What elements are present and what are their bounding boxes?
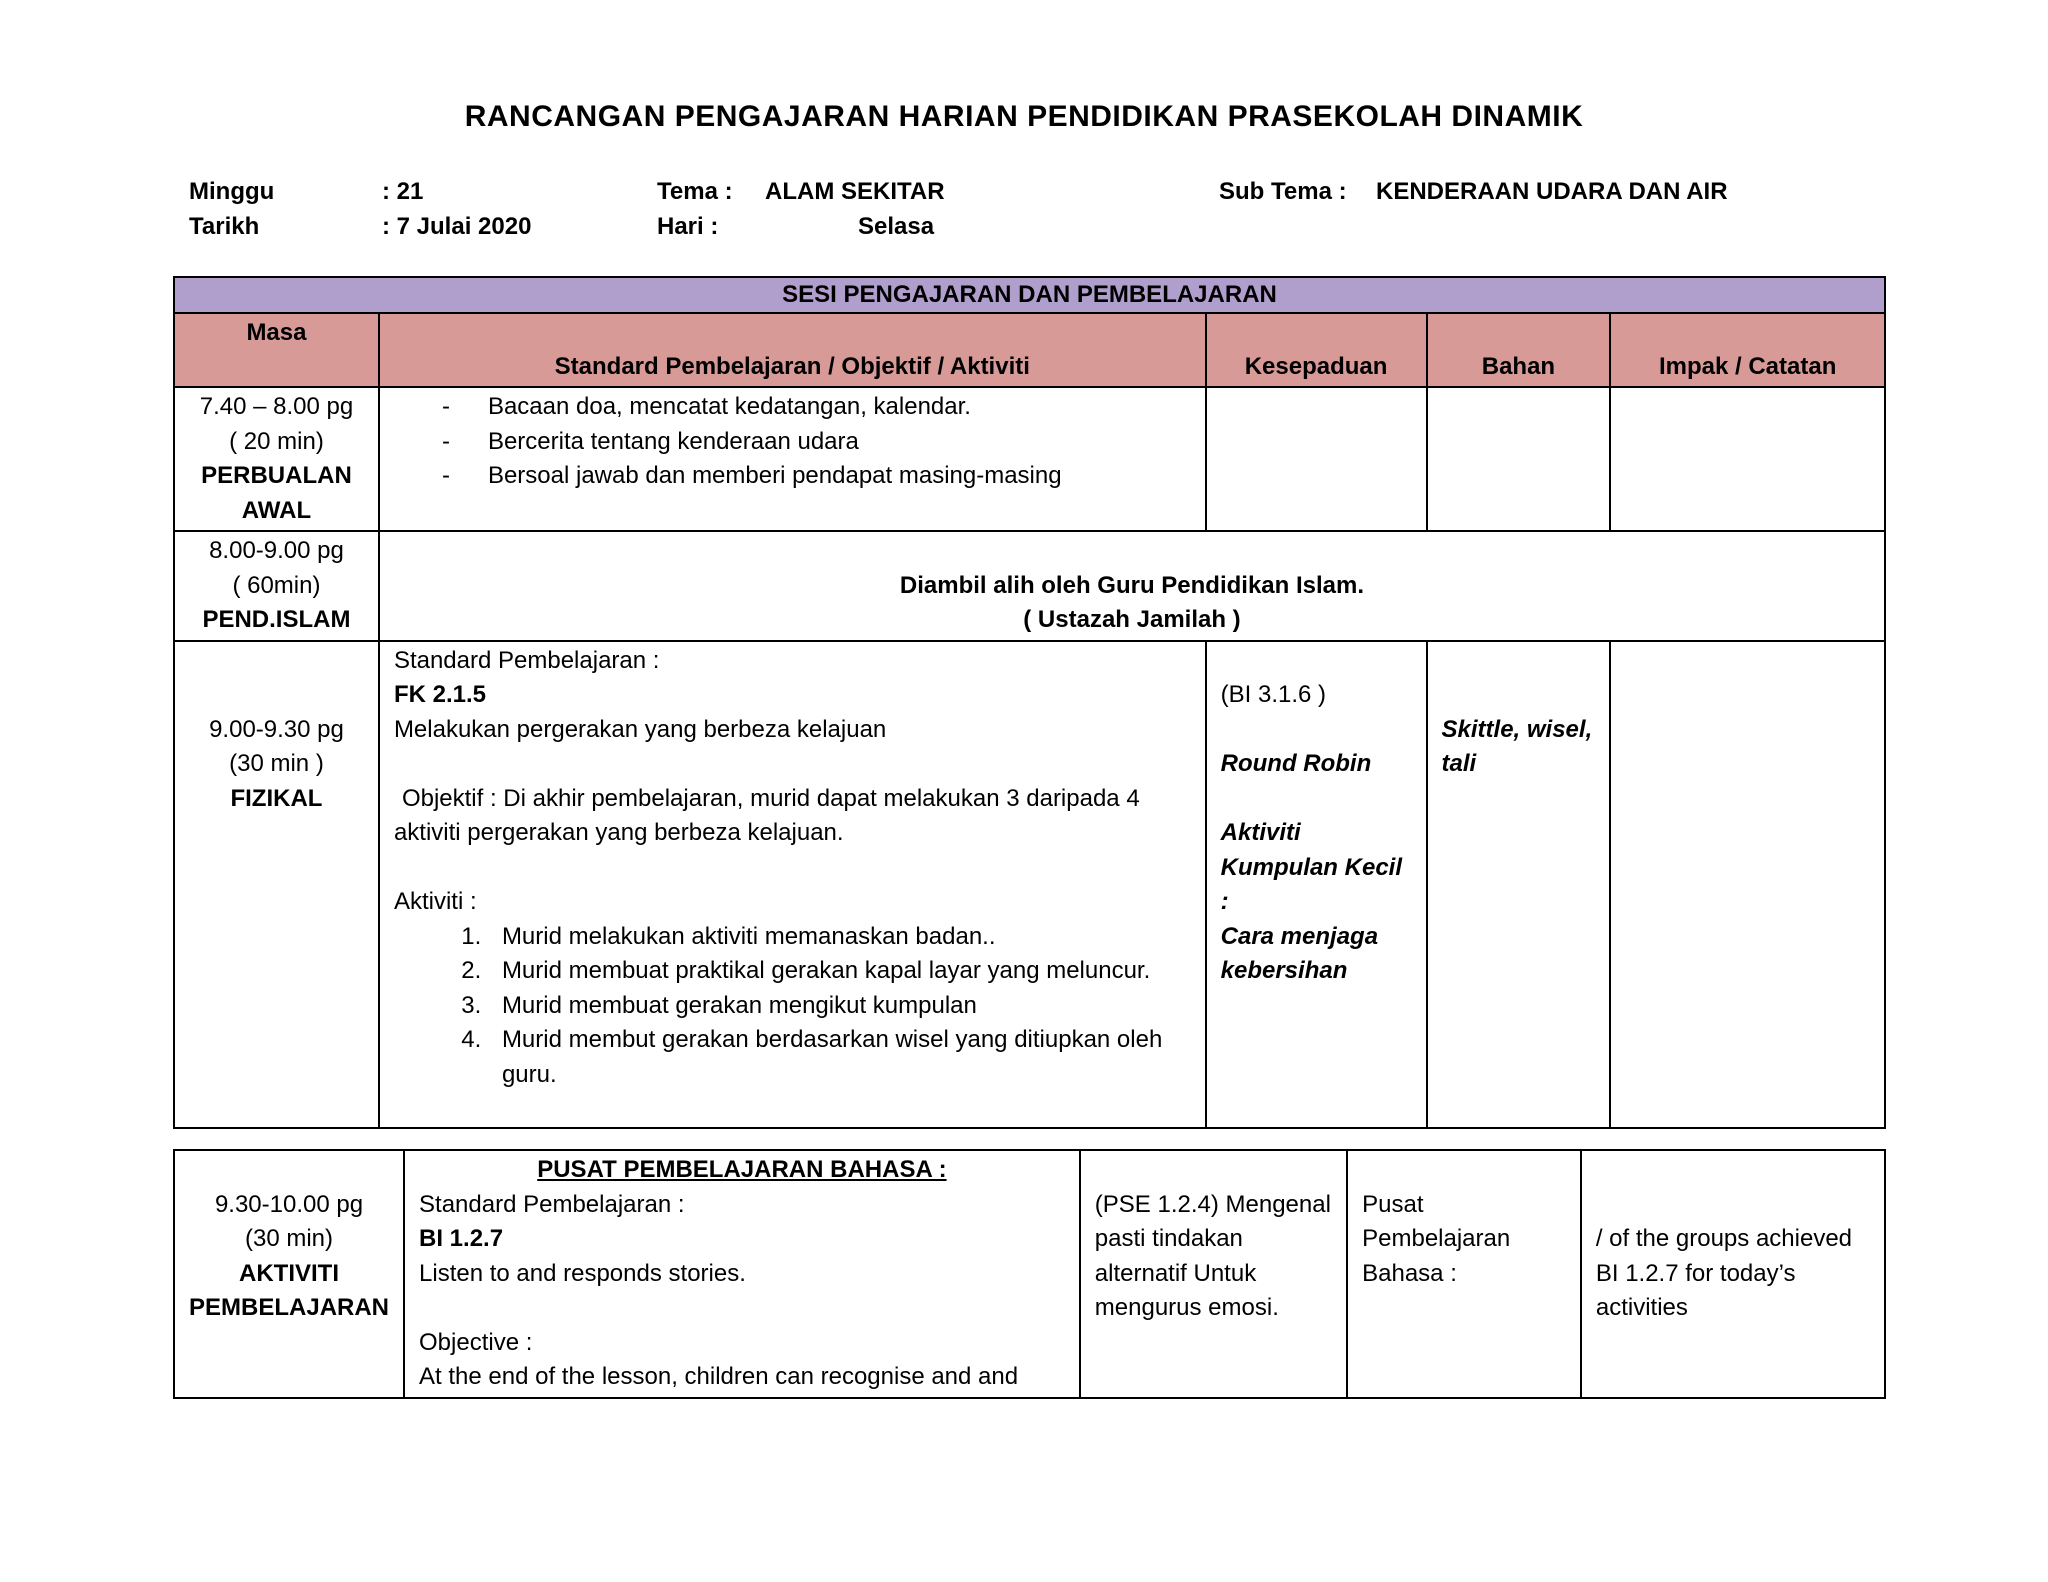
- note-line: ( Ustazah Jamilah ): [1023, 606, 1241, 633]
- minggu-label: Minggu: [189, 178, 275, 205]
- time-cell: [174, 531, 379, 641]
- bahan-text: Pusat Pembelajaran Bahasa :: [1362, 1190, 1511, 1287]
- list-item: - Bacaan doa, mencatat kedatangan, kalendar.: [442, 390, 1191, 425]
- table-row: [174, 1150, 1885, 1398]
- objective: Objektif : Di akhir pembelajaran, murid dapat melakukan 3 daripada 4 aktiviti pergerakan yang berbeza kelajuan.: [393, 784, 1140, 846]
- col-header-bahan: Bahan: [1427, 313, 1611, 387]
- activity-label: Aktiviti :: [393, 888, 477, 915]
- hari-label: Hari :: [657, 213, 719, 240]
- tema-label: Tema :: [657, 178, 733, 205]
- time: 9.00-9.30 pg: [209, 715, 344, 743]
- page-title: RANCANGAN PENGAJARAN HARIAN PENDIDIKAN PRASEKOLAH DINAMIK: [464, 100, 1584, 133]
- sp-label: Standard Pembelajaran :: [419, 1190, 685, 1218]
- time-cell: [174, 641, 379, 1128]
- duration: ( 20 min): [229, 427, 324, 455]
- hari-value: Selasa: [858, 213, 935, 240]
- note-line: Diambil alih oleh Guru Pendidikan Islam.: [899, 571, 1365, 599]
- col-header-impak: Impak / Catatan: [1610, 313, 1885, 387]
- list-item: - Bersoal jawab dan memberi pendapat masing-masing: [442, 459, 1191, 494]
- subtema-value: KENDERAAN UDARA DAN AIR: [1376, 178, 1728, 205]
- table-row: [174, 387, 1885, 531]
- duration: (30 min ): [229, 750, 324, 777]
- session-name: PEND.ISLAM: [202, 606, 351, 633]
- kesepaduan-topic: Cara menjaga kebersihan: [1220, 922, 1379, 984]
- list-item: - Bercerita tentang kenderaan udara: [442, 425, 1191, 460]
- duration: ( 60min): [232, 571, 321, 599]
- bahan-cell: [1347, 1150, 1581, 1398]
- sp-label: Standard Pembelajaran :: [393, 646, 660, 674]
- activity-cell: [404, 1150, 1080, 1398]
- duration: (30 min): [244, 1225, 334, 1252]
- tarikh-value: : 7 Julai 2020: [382, 213, 532, 240]
- session-name: PERBUALAN AWAL: [201, 462, 352, 524]
- activity-cell: [379, 387, 1206, 531]
- minggu-value: : 21: [382, 178, 424, 205]
- lesson-table-2: [173, 1149, 1886, 1399]
- bahan-text: Skittle, wisel, tali: [1441, 715, 1593, 777]
- sp-text: Listen to and responds stories.: [419, 1259, 746, 1287]
- impak-cell: [1581, 1150, 1885, 1398]
- time-cell: [174, 387, 379, 531]
- kesepaduan-cell: [1206, 641, 1427, 1128]
- objective-text: At the end of the lesson, children can recognise and and: [419, 1363, 1019, 1390]
- time: 9.30-10.00 pg: [214, 1190, 364, 1218]
- sp-code: BI 1.2.7: [419, 1225, 504, 1252]
- time: 7.40 – 8.00 pg: [199, 393, 354, 420]
- tarikh-label: Tarikh: [189, 213, 260, 240]
- kesepaduan-text: (PSE 1.2.4) Mengenal pasti tindakan alternatif Untuk mengurus emosi.: [1094, 1190, 1331, 1321]
- kesepaduan-cell: [1080, 1150, 1347, 1398]
- lesson-table: [173, 276, 1886, 1129]
- impak-cell: [1610, 641, 1885, 1128]
- col-header-masa: Masa: [174, 313, 379, 387]
- tema-value: ALAM SEKITAR: [765, 178, 945, 205]
- bahan-cell: [1427, 641, 1611, 1128]
- kesepaduan-activity: Aktiviti Kumpulan Kecil :: [1220, 819, 1402, 915]
- merged-note-cell: [379, 531, 1885, 641]
- kesepaduan-cell: [1206, 387, 1427, 531]
- col-header-standard: Standard Pembelajaran / Objektif / Aktiviti: [379, 313, 1206, 387]
- bahan-cell: [1427, 387, 1611, 531]
- time-cell: [174, 1150, 404, 1398]
- impak-cell: [1610, 387, 1885, 531]
- kesepaduan-method: Round Robin: [1220, 750, 1372, 777]
- table-row: [174, 531, 1885, 641]
- table-row: [174, 641, 1885, 1128]
- list-item: 1. Murid melakukan aktiviti memanaskan badan..: [488, 920, 1191, 955]
- activity-cell: [379, 641, 1206, 1128]
- objective-label: Objective :: [419, 1328, 533, 1356]
- list-item: 2. Murid membuat praktikal gerakan kapal layar yang meluncur.: [488, 954, 1191, 989]
- sp-code: FK 2.1.5: [393, 681, 486, 708]
- subtema-label: Sub Tema :: [1219, 178, 1347, 205]
- sp-text: Melakukan pergerakan yang berbeza kelajuan: [393, 715, 887, 743]
- col-header-kesepaduan: Kesepaduan: [1206, 313, 1427, 387]
- list-item: 4. Murid membut gerakan berdasarkan wisel yang ditiupkan oleh guru.: [488, 1023, 1191, 1092]
- section-title: SESI PENGAJARAN DAN PEMBELAJARAN: [174, 277, 1885, 313]
- impak-text: / of the groups achieved BI 1.2.7 for today’s activities: [1595, 1225, 1853, 1321]
- time: 8.00-9.00 pg: [209, 537, 344, 564]
- session-name: FIZIKAL: [230, 784, 323, 812]
- session-name: AKTIVITI PEMBELAJARAN: [189, 1259, 390, 1321]
- list-item: 3. Murid membuat gerakan mengikut kumpulan: [488, 989, 1191, 1024]
- center-title: PUSAT PEMBELAJARAN BAHASA :: [537, 1156, 947, 1183]
- kesepaduan-code: (BI 3.1.6 ): [1220, 681, 1327, 708]
